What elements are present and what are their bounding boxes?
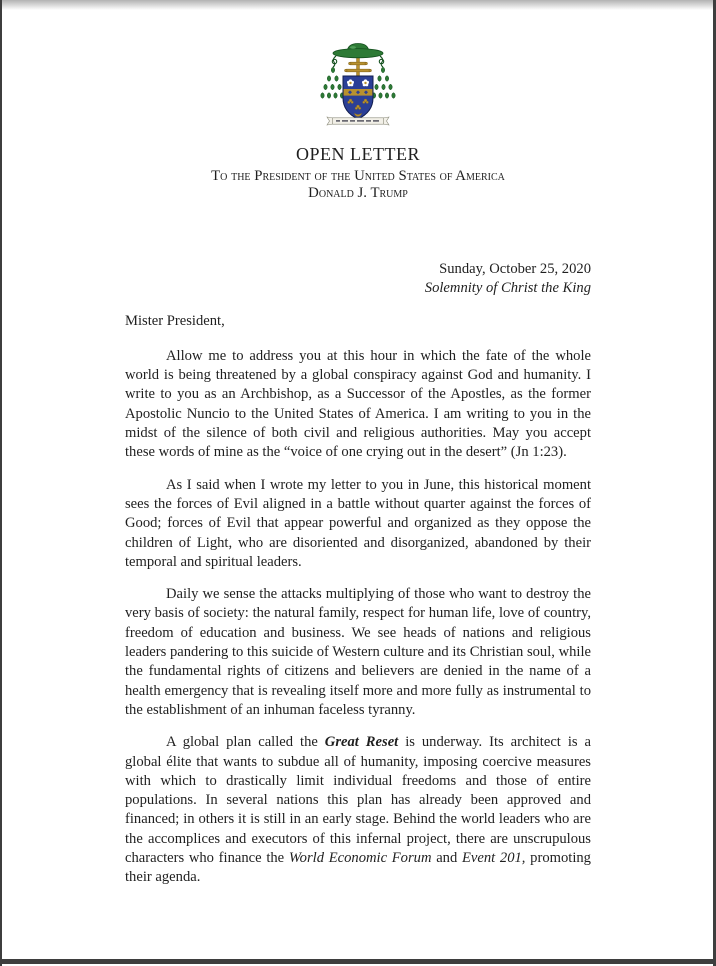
- page-edge-left: [0, 0, 2, 966]
- text-run: Great Reset: [324, 734, 399, 751]
- paragraph: [125, 476, 591, 572]
- motto-scroll: [327, 117, 389, 125]
- letter-subtitle: To the President of the United States of America: [211, 168, 505, 184]
- date-block: [0, 260, 716, 299]
- letter-addressee: Donald J. Trump: [308, 184, 408, 201]
- shield: [343, 76, 373, 119]
- letter-feast-day: Solemnity of Christ the King: [424, 280, 591, 297]
- text-run: World Economic Forum: [288, 850, 432, 867]
- galero: [333, 44, 383, 58]
- paragraph: [125, 733, 591, 887]
- page-edge-bottom: [0, 959, 716, 964]
- text-run: promoting their agenda.: [125, 850, 591, 886]
- text-run: Allow me to address you at this hour in which the fate of the whole world is being threatened by a global conspiracy against God and humanity. I write to you as an Archbishop, as a Successor of the Apostles, as the former Apostolic Nuncio to the United States of America. I am writing to you in the midst of the silence of both civil and religious authorities. May you accept these words of mine as the “voice of one crying out in the desert” (Jn 1:23).: [125, 347, 591, 461]
- text-run: Daily we sense the attacks multiplying of those who want to destroy the very basis of society: the natural family, respect for human life, love of country, freedom of education and business. We see heads of nations and religious leaders pandering to this suicide of Western culture and its Christian soul, while the fundamental rights of citizens and believers are denied in the name of a health emergency that is revealing itself more and more fully as instrumental to the establishment of an inhuman faceless tyranny.: [125, 586, 591, 718]
- letter-heading: [0, 144, 716, 201]
- page-top-shadow: [0, 0, 716, 10]
- page-title: OPEN LETTER: [296, 144, 420, 164]
- letter-date: Sunday, October 25, 2020: [439, 261, 591, 277]
- text-run: is underway. Its architect is a global élite that wants to subdue all of humanity, imposing coercive measures with which to drastically limit individual freedoms and those of entire populations. In several nations this plan has already been approved and financed; in others it is still in an early stage. Behind the world leaders who are the accomplices and executors of this infernal project, there are unscrupulous characters who finance the: [125, 734, 591, 867]
- text-run: and: [431, 850, 462, 867]
- text-run: Event 201,: [461, 850, 526, 867]
- text-run: As I said when I wrote my letter to you in June, this historical moment sees the forces of Evil aligned in a battle without quarter against the forces of Good; forces of Evil that appear powerful and organized as they oppose the children of Light, who are disoriented and disorganized, abandoned by their temporal and spiritual leaders.: [125, 476, 591, 570]
- salutation: Mister President,: [125, 312, 225, 329]
- paragraph: [125, 585, 591, 720]
- coat-of-arms-icon: [319, 40, 397, 126]
- text-run: A global plan called the: [166, 734, 325, 751]
- letter-body: [125, 347, 591, 888]
- paragraph: [125, 347, 591, 463]
